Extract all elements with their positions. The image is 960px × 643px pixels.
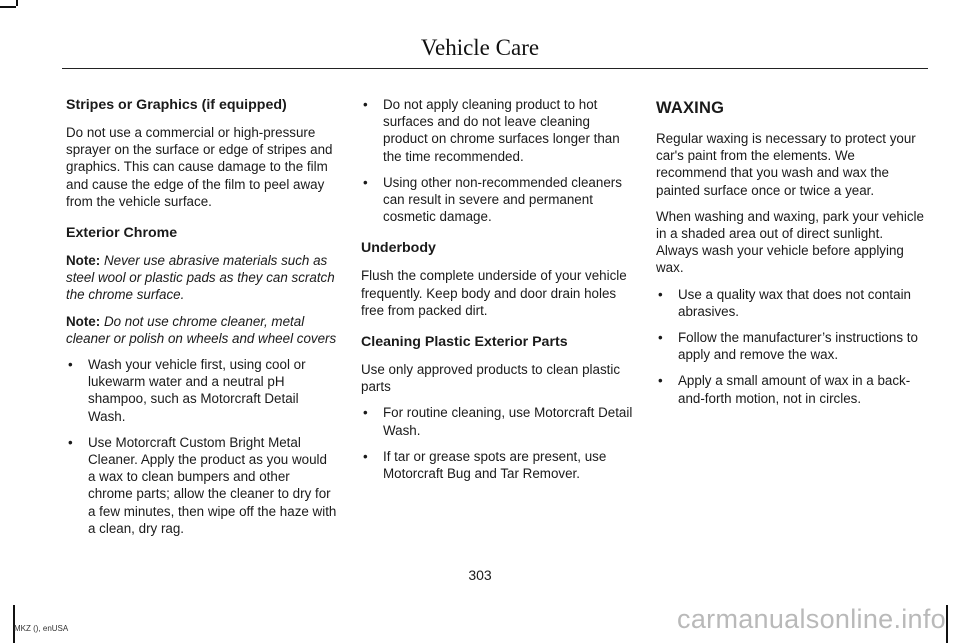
list-item [361,404,633,438]
list-item-text: If tar or grease spots are present, use Motorcraft Bug and Tar Remover. [383,448,607,482]
bullet-icon: • [68,434,73,450]
watermark: carmanualsonline.info [677,604,946,634]
list-item-text: Using other non-recommended cleaners can result in severe and permanent cosmetic damage. [383,174,622,225]
bullet-icon: • [658,373,663,389]
bullet-icon: • [363,174,368,190]
crop-mark-bottom-right [946,605,948,643]
stripes-paragraph: Do not use a commercial or high-pressure sprayer on the surface or edge of stripes and graphics. This can cause damage to the film and cause the edge of the film to peel away from the vehicle surface. [66,125,333,209]
note-label: Note: [66,253,101,269]
crop-mark-top-left-horizontal [0,6,16,8]
note-text: Never use abrasive materials such as steel wool or plastic pads as they can scratch the chrome surface. [66,253,335,303]
exterior-chrome-heading: Exterior Chrome [66,225,178,242]
list-item [361,448,633,482]
list-item [656,286,928,320]
list-item-text: Use a quality wax that does not contain abrasives. [678,286,911,319]
footer-document-code: MKZ (), enUSA [14,624,69,633]
chrome-bullet-list [66,356,338,537]
bullet-icon: • [363,405,368,421]
bullet-icon: • [68,357,73,373]
header-divider [62,68,928,69]
note-text: Do not use chrome cleaner, metal cleaner or polish on wheels and wheel covers [66,313,337,346]
stripes-heading: Stripes or Graphics (if equipped) [66,97,287,113]
page-title: Vehicle Care [420,35,540,60]
waxing-paragraph-2: When washing and waxing, park your vehicle in a shaded area out of direct sunlight. Always wash your vehicle before applying wax. [656,208,924,276]
list-item [66,356,338,425]
plastic-parts-heading: Cleaning Plastic Exterior Parts [361,334,568,351]
column-3 [656,96,928,417]
list-item-text: Wash your vehicle first, using cool or lukewarm water and a neutral pH shampoo, such as Motorcraft Detail Wash. [88,357,306,424]
list-item [656,329,928,363]
list-item-text: Use Motorcraft Custom Bright Metal Cleaner. Apply the product as you would a wax to clean bumpers and other chrome parts; allow the cleaner to dry for a few minutes, then wipe off the haze with a clean, dry rag. [88,434,337,536]
list-item [656,372,928,406]
list-item-text: Apply a small amount of wax in a back-and-forth motion, not in circles. [678,373,911,406]
list-item-text: For routine cleaning, use Motorcraft Detail Wash. [383,405,633,438]
plastic-parts-paragraph: Use only approved products to clean plastic parts [361,362,621,395]
underbody-heading: Underbody [361,240,436,257]
column-2 [361,96,633,492]
waxing-heading: WAXING [656,99,725,117]
waxing-bullet-list [656,286,928,407]
bullet-icon: • [658,330,663,346]
waxing-paragraph-1: Regular waxing is necessary to protect your car's paint from the elements. We recommend that you wash and wax the painted surface once or twice a year. [656,131,916,198]
list-item [361,96,633,165]
plastic-bullet-list [361,404,633,482]
list-item-text: Follow the manufacturer’s instructions to apply and remove the wax. [678,330,918,363]
chrome-note-1 [66,252,338,304]
list-item-text: Do not apply cleaning product to hot surfaces and do not leave cleaning product on chrome surfaces longer than the time recommended. [383,97,620,164]
bullet-icon: • [363,97,368,112]
note-label: Note: [66,313,101,329]
column-1 [66,96,338,547]
crop-mark-top-left-vertical [16,0,18,6]
list-item [361,174,633,226]
page-number: 303 [468,567,492,583]
chrome-bullet-list-continued [361,96,633,225]
underbody-paragraph: Flush the complete underside of your vehicle frequently. Keep body and door drain holes free from packed dirt. [361,268,627,318]
bullet-icon: • [363,448,368,464]
chrome-note-2 [66,313,338,347]
list-item [66,434,338,537]
bullet-icon: • [658,286,663,302]
